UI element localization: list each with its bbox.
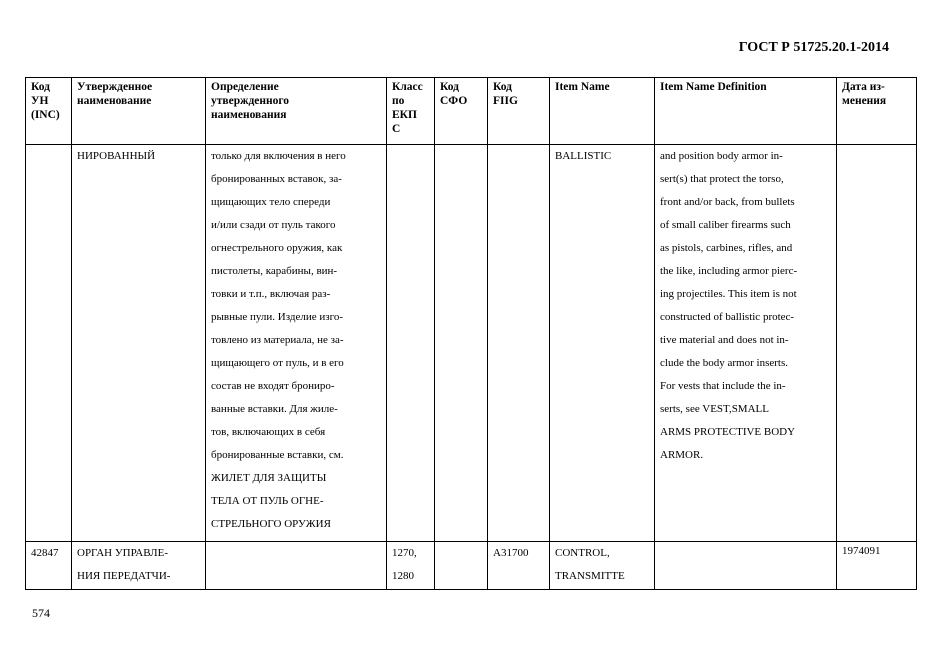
- text-line: TRANSMITTE: [555, 570, 625, 582]
- text-line: ARMOR.: [660, 449, 704, 461]
- cell-fiig: A31700: [488, 542, 550, 590]
- text-line: of small caliber firearms such: [660, 219, 791, 231]
- text-line: рывные пули. Изделие изго-: [211, 311, 343, 323]
- col-header-sfo: [435, 78, 488, 145]
- text-line: менения: [842, 95, 887, 107]
- text-line: (INC): [31, 109, 60, 121]
- text-line: щищающего от пуль, и в его: [211, 357, 344, 369]
- cell-item-name: [550, 145, 655, 542]
- text-line: Класс: [392, 81, 423, 93]
- cell-sfo: [435, 542, 488, 590]
- col-header-definition: [206, 78, 387, 145]
- text-line: ing projectiles. This item is not: [660, 288, 797, 300]
- cell-inc: [26, 145, 72, 542]
- text-line: as pistols, carbines, rifles, and: [660, 242, 793, 254]
- text-line: Item Name: [555, 81, 610, 93]
- col-header-change-date: [837, 78, 917, 145]
- text-line: ЖИЛЕТ ДЛЯ ЗАЩИТЫ: [211, 472, 327, 484]
- text-line: BALLISTIC: [555, 150, 612, 162]
- text-line: по: [392, 95, 405, 107]
- text-line: С: [392, 123, 401, 135]
- text-line: НИЯ ПЕРЕДАТЧИ-: [77, 570, 171, 582]
- text-line: состав не входят брониро-: [211, 380, 335, 392]
- cell-approved-name: [72, 145, 206, 542]
- text-line: Дата из-: [842, 81, 885, 93]
- cell-class: [387, 542, 435, 590]
- cell-definition: [206, 145, 387, 542]
- cell-inc: 42847: [26, 542, 72, 590]
- text-line: УН: [31, 95, 49, 107]
- text-line: СТРЕЛЬНОГО ОРУЖИЯ: [211, 518, 331, 530]
- text-line: Код: [493, 81, 513, 93]
- col-header-class: [387, 78, 435, 145]
- col-header-item-name-definition: [655, 78, 837, 145]
- text-line: FIIG: [493, 95, 518, 107]
- text-line: CONTROL,: [555, 547, 610, 559]
- text-line: Определение: [211, 81, 279, 93]
- cell-approved-name: [72, 542, 206, 590]
- page-number: 574: [32, 606, 50, 620]
- text-line: ванные вставки. Для жиле-: [211, 403, 338, 415]
- text-line: sert(s) that protect the torso,: [660, 173, 784, 185]
- text-line: товки и т.п., включая раз-: [211, 288, 331, 300]
- text-line: ARMS PROTECTIVE BODY: [660, 426, 796, 438]
- header-row: [26, 78, 917, 145]
- text-line: constructed of ballistic protec-: [660, 311, 795, 323]
- text-line: 1270,: [392, 547, 417, 559]
- text-line: Код: [440, 81, 460, 93]
- text-line: 1280: [392, 570, 414, 582]
- col-header-inc: [26, 78, 72, 145]
- cell-item-name-definition: [655, 542, 837, 590]
- text-line: ЕКП: [392, 109, 417, 121]
- text-line: наименование: [77, 95, 152, 107]
- cell-item-name: [550, 542, 655, 590]
- cell-fiig: [488, 145, 550, 542]
- text-line: тов, включающих в себя: [211, 426, 326, 438]
- text-line: огнестрельного оружия, как: [211, 242, 343, 254]
- text-line: НИРОВАННЫЙ: [77, 150, 156, 162]
- text-line: front and/or back, from bullets: [660, 196, 795, 208]
- cell-definition: [206, 542, 387, 590]
- text-line: Код: [31, 81, 51, 93]
- text-line: утвержденного: [211, 95, 290, 107]
- cell-sfo: [435, 145, 488, 542]
- text-line: пистолеты, карабины, вин-: [211, 265, 338, 277]
- text-line: и/или сзади от пуль такого: [211, 219, 336, 231]
- text-line: For vests that include the in-: [660, 380, 786, 392]
- table-row: [26, 145, 917, 542]
- text-line: ОРГАН УПРАВЛЕ-: [77, 547, 169, 559]
- text-line: наименования: [211, 109, 287, 121]
- text-line: бронированные вставки, см.: [211, 449, 344, 461]
- text-line: только для включения в него: [211, 150, 346, 162]
- text-line: ТЕЛА ОТ ПУЛЬ ОГНЕ-: [211, 495, 324, 507]
- text-line: and position body armor in-: [660, 150, 783, 162]
- text-line: товлено из материала, не за-: [211, 334, 344, 346]
- table-row: [26, 542, 917, 590]
- cell-item-name-definition: [655, 145, 837, 542]
- text-line: clude the body armor inserts.: [660, 357, 788, 369]
- text-line: бронированных вставок, за-: [211, 173, 342, 185]
- text-line: Утвержденное: [77, 81, 153, 93]
- col-header-approved-name: [72, 78, 206, 145]
- col-header-fiig: [488, 78, 550, 145]
- catalog-table: [25, 77, 917, 590]
- text-line: СФО: [440, 95, 468, 107]
- text-line: tive material and does not in-: [660, 334, 789, 346]
- cell-change-date: [837, 145, 917, 542]
- cell-change-date: 1974091: [837, 542, 917, 590]
- text-line: serts, see VEST,SMALL: [660, 403, 769, 415]
- text-line: щищающих тело спереди: [211, 196, 331, 208]
- col-header-item-name: [550, 78, 655, 145]
- cell-class: [387, 145, 435, 542]
- text-line: the like, including armor pierc-: [660, 265, 798, 277]
- document-id: ГОСТ Р 51725.20.1-2014: [738, 40, 889, 55]
- text-line: Item Name Definition: [660, 81, 767, 93]
